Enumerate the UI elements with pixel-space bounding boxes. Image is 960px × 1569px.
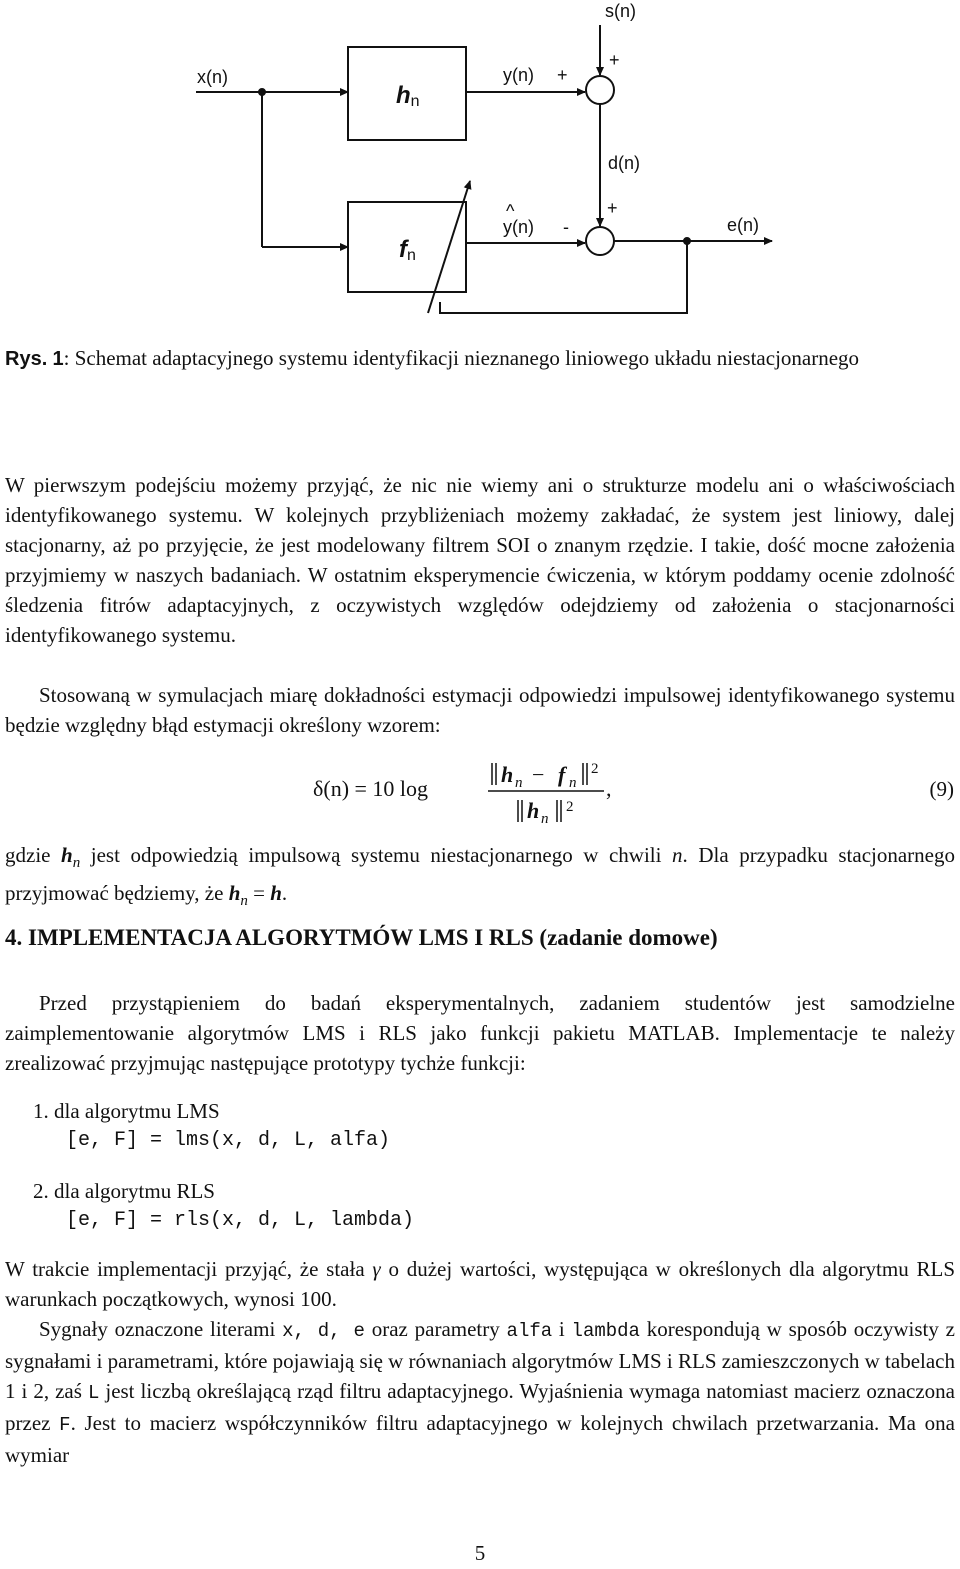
p6-code-2: alfa: [506, 1320, 553, 1342]
p3-h3: h: [270, 881, 282, 906]
p3-h: h: [61, 843, 73, 867]
p6-part-5: jest liczbą określającą rząd filtru adaptacyjnego. Wyjaśnienia wymaga natomiast macierz oznaczona przez: [5, 1379, 955, 1435]
num-minus: −: [532, 762, 545, 787]
sum-node-2: [586, 227, 614, 255]
p6-code-1: x, d, e: [282, 1320, 365, 1342]
paragraph-4-text: Przed przystąpieniem do badań eksperymentalnych, zadaniem studentów jest samodzielne zaimplementowanie algorytmów LMS i RLS jako funkcji pakietu MATLAB. Implementacje te należy zrealizować przyjmując następujące prototypy tychże funkcji:: [5, 991, 955, 1075]
den-h: h: [527, 798, 540, 823]
paragraph-2: [5, 680, 955, 740]
paragraph-3: [5, 840, 955, 916]
p6-code-5: F: [59, 1414, 71, 1436]
minus-sign: -: [563, 217, 569, 237]
p6-part-1: Sygnały oznaczone literami: [39, 1317, 283, 1341]
paragraph-4: [5, 988, 955, 1078]
list-item-2-label: dla algorytmu RLS: [54, 1179, 215, 1203]
list-item-2-number: 2.: [33, 1179, 49, 1203]
p6-part-3: i: [552, 1317, 572, 1341]
hn-label: hn: [396, 82, 420, 110]
block-diagram: [0, 0, 960, 330]
x-label: x(n): [197, 67, 228, 87]
p5-gamma: γ: [372, 1257, 381, 1281]
p3-eq: =: [247, 881, 271, 906]
p6-part-6: . Jest to macierz współczynników filtru adaptacyjnego w kolejnych chwilach przetwarzania. Ma ona wymiar: [5, 1411, 955, 1467]
formula-svg: [0, 755, 960, 835]
equation-number: (9): [929, 777, 954, 801]
p3-end: .: [281, 881, 288, 906]
list-item-1: [33, 1096, 953, 1156]
list-item-1-number: 1.: [33, 1099, 49, 1123]
p5-part-2: o dużej wartości, występująca w określonych dla algorytmu RLS warunkach początkowych, wynosi 100.: [5, 1257, 955, 1311]
p3-part-3: . Dla przypadku stacjonarnego przyjmować będziemy, że: [5, 843, 955, 906]
page-number: 5: [474, 1541, 486, 1565]
p3-h2: h: [228, 881, 241, 906]
formula-9: [0, 755, 960, 835]
adaptation-arrow: [428, 181, 470, 313]
figure-caption: [5, 343, 955, 374]
d-label: d(n): [608, 153, 641, 173]
formula-comma: ,: [606, 776, 612, 801]
plus-sign-2: +: [609, 50, 620, 70]
list-item-2: [33, 1176, 953, 1236]
formula-lhs: δ(n) = 10 log: [313, 776, 429, 801]
p5-part-1: W trakcie implementacji przyjąć, że stała: [5, 1257, 373, 1281]
plus-sign-3: +: [607, 198, 618, 218]
yhat-label: y(n): [503, 217, 534, 237]
y-label: y(n): [503, 65, 534, 85]
num-h-sub: n: [515, 775, 523, 791]
list-item-2-code: [e, F] = rls(x, d, L, lambda): [66, 1209, 415, 1232]
p3-h2-sub: n: [240, 893, 248, 910]
e-label: e(n): [727, 215, 760, 235]
p3-part-1: gdzie: [5, 843, 62, 867]
list-item-1-label: dla algorytmu LMS: [54, 1099, 220, 1123]
section-heading: 4. IMPLEMENTACJA ALGORYTMÓW LMS I RLS (zadanie domowe): [5, 925, 718, 950]
num-f: f: [558, 762, 566, 787]
den-h-sub: n: [541, 811, 549, 827]
p3-n: n: [672, 843, 683, 867]
caption-number: 1: [52, 348, 64, 370]
hat-symbol: ^: [506, 201, 515, 221]
paragraph-6: [5, 1314, 955, 1470]
sum-node-1: [586, 76, 614, 104]
list-item-1-code: [e, F] = lms(x, d, L, alfa): [66, 1129, 391, 1152]
paragraph-2-text: Stosowaną w symulacjach miarę dokładności estymacji odpowiedzi impulsowej identyfikowanego systemu będzie względny błąd estymacji określony wzorem:: [5, 683, 955, 737]
paragraph-5: [5, 1254, 955, 1314]
paragraph-1-text: W pierwszym podejściu możemy przyjąć, że nic nie wiemy ani o strukturze modelu ani o właściwościach identyfikowanego systemu. W kolejnych przybliżeniach możemy zakładać, że system jest liniowy, dalej stacjonarny, aż po przyjęcie, że jest modelowany filtrem SOI o znanym rzędzie. I takie, dość mocne założenia przyjmiemy w naszych badaniach. W ostatnim eksperymencie ćwiczenia, w którym poddamy ocenie zdolność śledzenia fitrów adaptacyjnych, z oczywistych względów odejdziemy od założenia o stacjonarności identyfikowanego systemu.: [5, 473, 955, 647]
den-square: 2: [566, 799, 574, 815]
num-f-sub: n: [569, 775, 577, 791]
s-label: s(n): [605, 1, 636, 21]
p6-part-2: oraz parametry: [364, 1317, 507, 1341]
fn-label: fn: [399, 236, 416, 264]
caption-text: : Schemat adaptacyjnego systemu identyfikacji nieznanego liniowego układu niestacjonarnego: [63, 346, 860, 370]
num-square: 2: [591, 761, 599, 777]
caption-label: Rys.: [5, 348, 48, 370]
feedback-line: [440, 241, 687, 313]
p3-part-2: jest odpowiedzią impulsową systemu niestacjonarnego w chwili: [80, 843, 673, 867]
plus-sign-1: +: [557, 65, 568, 85]
num-h: h: [501, 762, 514, 787]
paragraph-1: [5, 470, 955, 650]
p3-h-sub: n: [72, 855, 81, 872]
p6-part-4: korespondują w sposób oczywisty z sygnałami i parametrami, które pojawiają się w równaniach algorytmów LMS i RLS zamieszczonych w tabelach 1 i 2, zaś: [5, 1317, 955, 1403]
p6-code-4: L: [87, 1382, 100, 1404]
p6-code-3: lambda: [571, 1320, 640, 1342]
